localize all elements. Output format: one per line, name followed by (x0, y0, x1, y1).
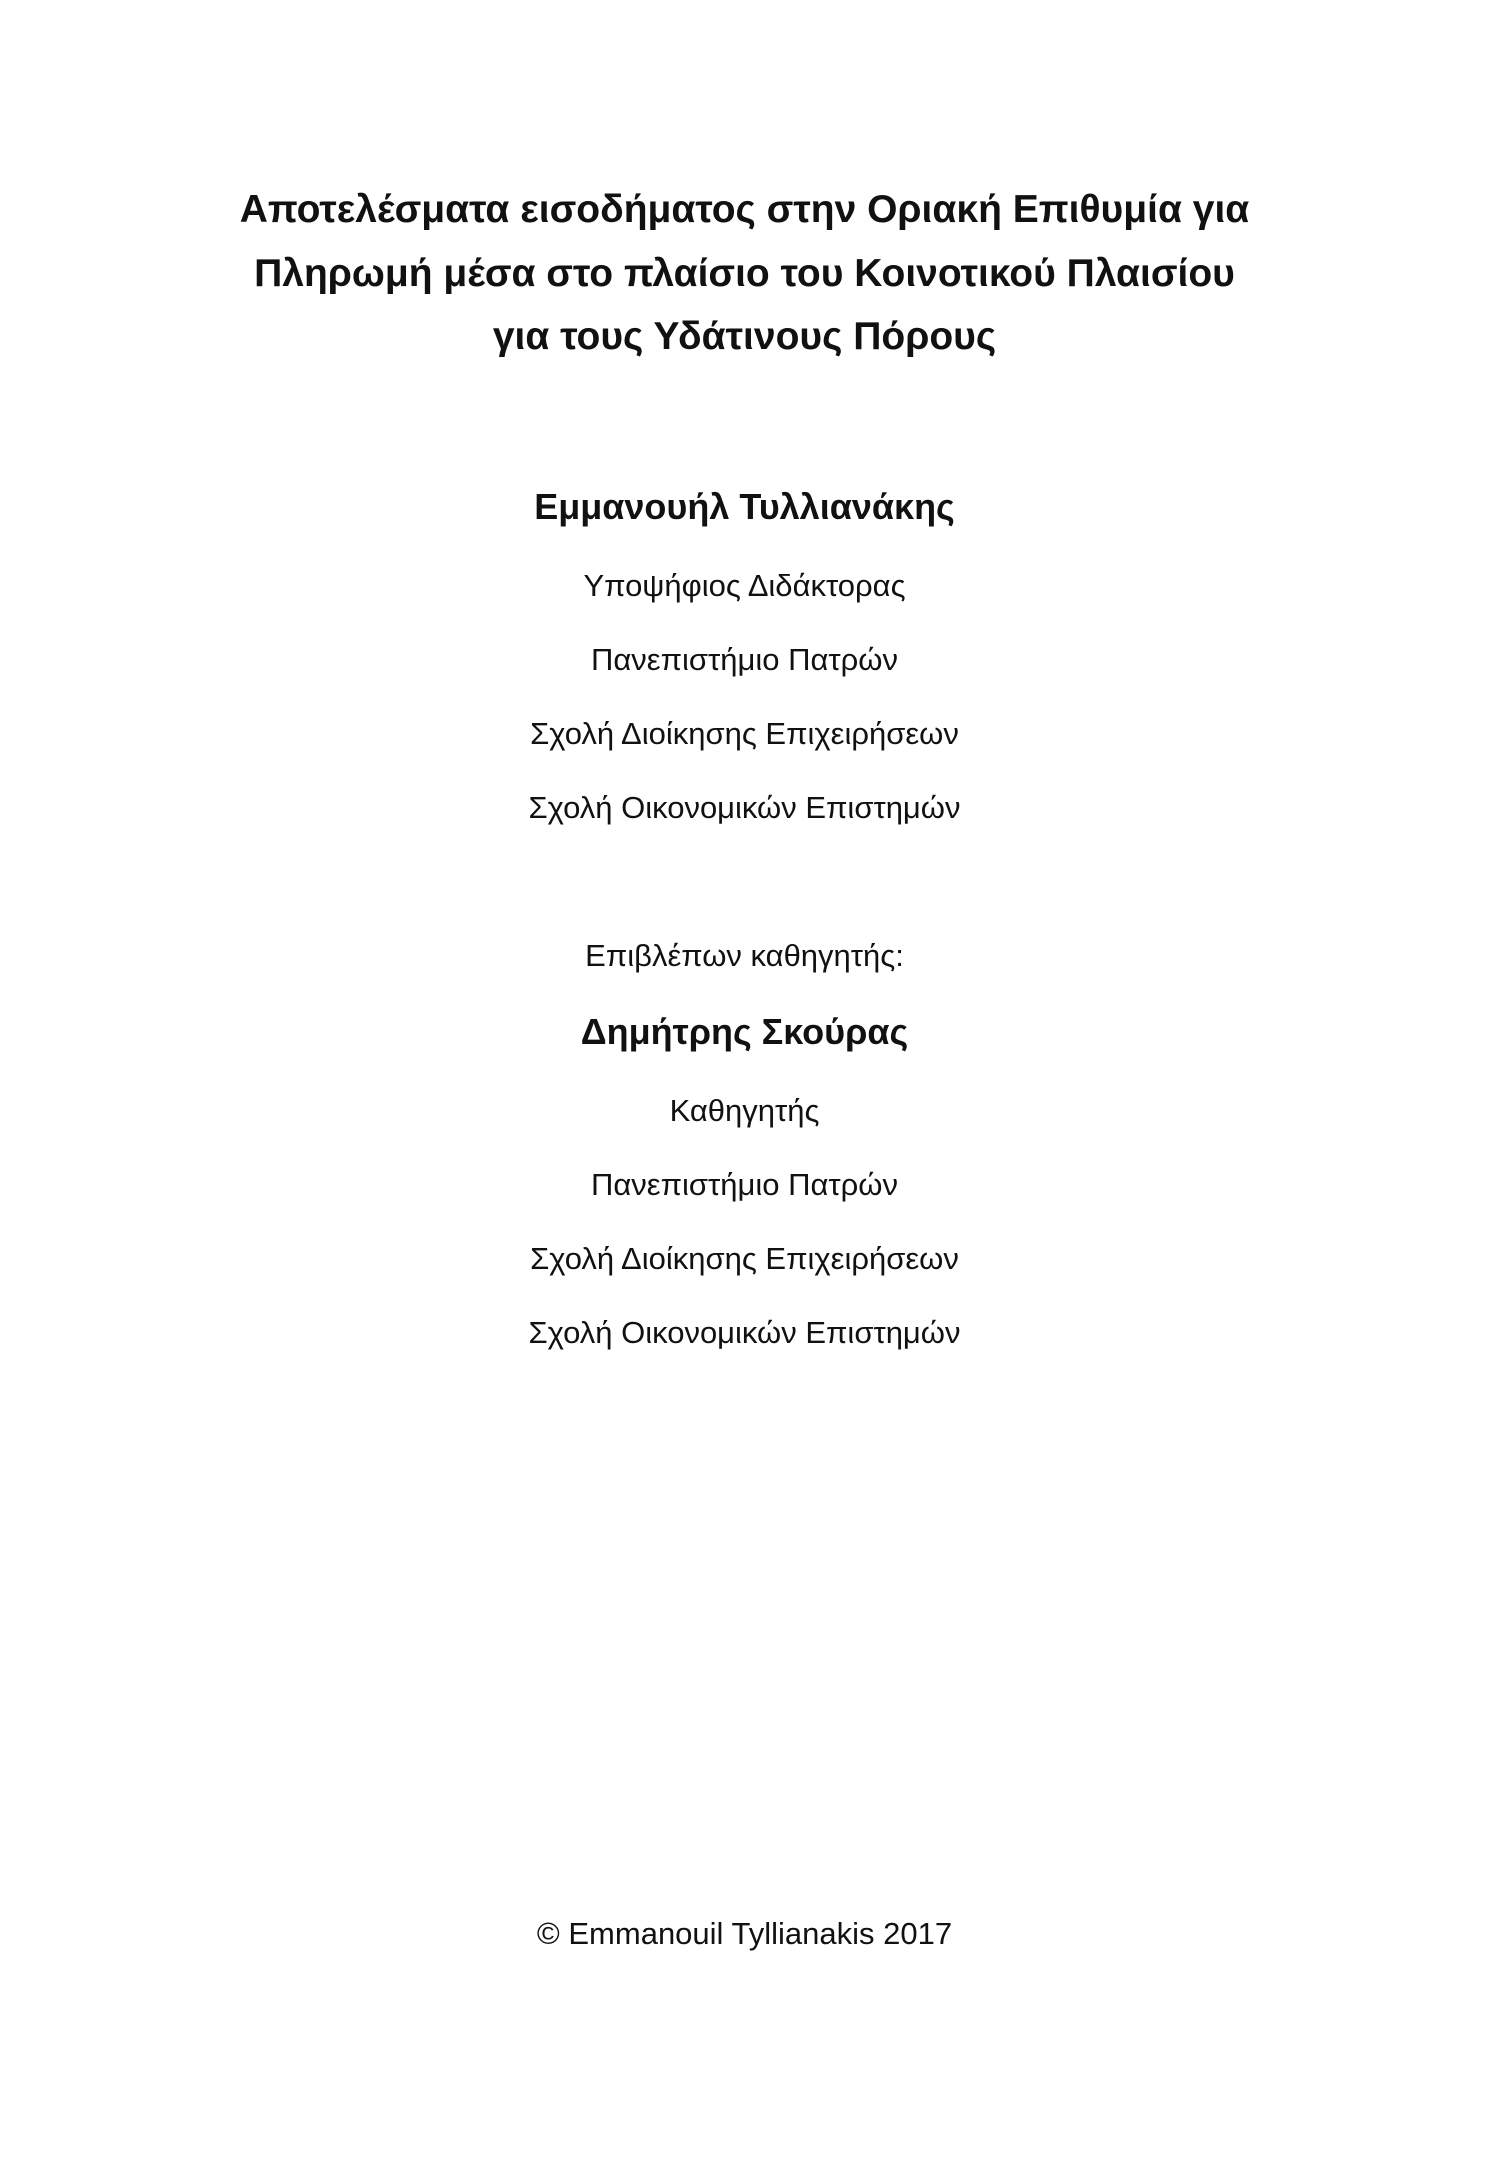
title-line-3: για τους Υδάτινους Πόρους (492, 315, 997, 358)
title-line-2: Πληρωμή μέσα στο πλαίσιο του Κοινοτικού Πλαισίου (254, 252, 1235, 295)
supervisor-label: Επιβλέπων καθηγητής: (585, 938, 904, 973)
title-line-1: Αποτελέσματα εισοδήματος στην Οριακή Επιθυμία για (239, 188, 1250, 231)
author-role: Υποψήφιος Διδάκτορας (583, 568, 906, 603)
author-university: Πανεπιστήμιο Πατρών (590, 642, 899, 677)
copyright-notice: © Emmanouil Tyllianakis 2017 (536, 1916, 953, 1951)
author-school-2: Σχολή Οικονομικών Επιστημών (528, 790, 961, 825)
supervisor-school-2: Σχολή Οικονομικών Επιστημών (528, 1315, 961, 1350)
supervisor-role: Καθηγητής (669, 1093, 820, 1128)
supervisor-school-1: Σχολή Διοίκησης Επιχειρήσεων (530, 1241, 959, 1276)
author-school-1: Σχολή Διοίκησης Επιχειρήσεων (530, 716, 959, 751)
author-name: Εμμανουήλ Τυλλιανάκης (534, 486, 955, 527)
supervisor-name: Δημήτρης Σκούρας (580, 1011, 909, 1052)
supervisor-university: Πανεπιστήμιο Πατρών (590, 1167, 899, 1202)
